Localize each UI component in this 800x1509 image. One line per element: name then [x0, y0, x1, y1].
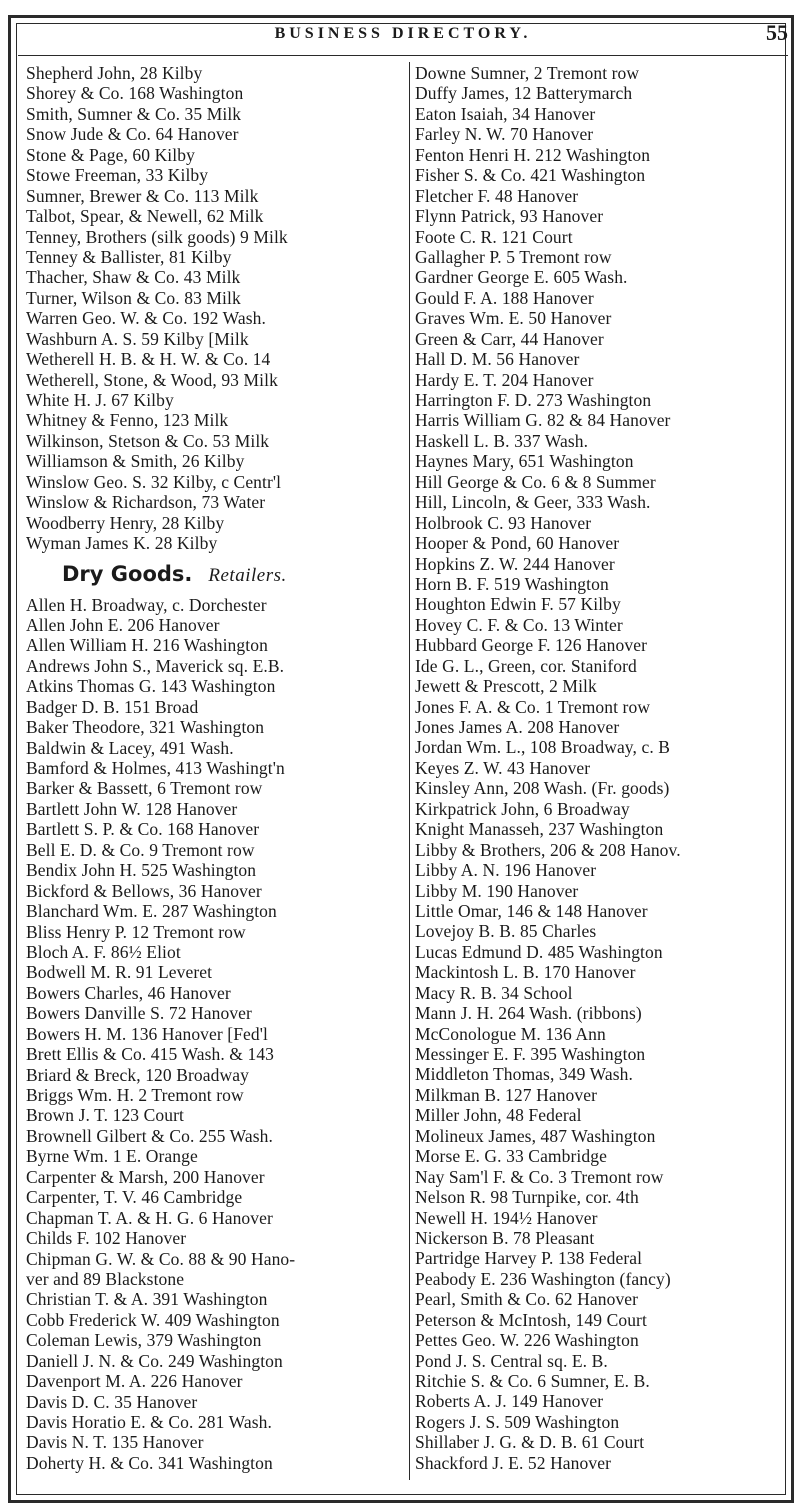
directory-entry: Flynn Patrick, 93 Hanover	[415, 206, 604, 227]
left-entries-top	[26, 63, 406, 554]
directory-entry: Newell H. 194½ Hanover	[415, 1207, 598, 1228]
directory-entry: Briard & Breck, 120 Broadway	[26, 1064, 249, 1085]
directory-entry: Jewett & Prescott, 2 Milk	[415, 676, 597, 697]
directory-entry: Kirkpatrick John, 6 Broadway	[415, 798, 630, 819]
directory-entry: Jones F. A. & Co. 1 Tremont row	[415, 696, 651, 717]
directory-entry: Bartlett S. P. & Co. 168 Hanover	[26, 819, 260, 840]
directory-entry: Peterson & McIntosh, 149 Court	[415, 1309, 647, 1330]
directory-entry: Bell E. D. & Co. 9 Tremont row	[26, 839, 255, 860]
directory-entry: Baldwin & Lacey, 491 Wash.	[26, 737, 234, 758]
directory-entry: Kinsley Ann, 208 Wash. (Fr. goods)	[415, 778, 670, 799]
directory-entry: Stowe Freeman, 33 Kilby	[26, 165, 209, 186]
directory-entry: Fletcher F. 48 Hanover	[415, 185, 579, 206]
directory-entry: Shepherd John, 28 Kilby	[26, 63, 203, 83]
section-heading	[26, 554, 406, 595]
directory-entry: Davis Horatio E. & Co. 281 Wash.	[26, 1412, 272, 1432]
directory-entry: Chapman T. A. & H. G. 6 Hanover	[26, 1207, 273, 1228]
directory-entry: Talbot, Spear, & Newell, 62 Milk	[26, 206, 264, 227]
directory-entry: Hooper & Pond, 60 Hanover	[415, 533, 620, 554]
directory-entry: Duffy James, 12 Batterymarch	[415, 83, 633, 104]
directory-entry: Coleman Lewis, 379 Washington	[26, 1330, 262, 1351]
directory-entry: Byrne Wm. 1 E. Orange	[26, 1146, 198, 1167]
directory-entry: Bendix John H. 525 Washington	[26, 860, 257, 881]
directory-entry: Gallagher P. 5 Tremont row	[415, 246, 612, 267]
directory-entry: Roberts A. J. 149 Hanover	[415, 1391, 604, 1412]
directory-entry: Hovey C. F. & Co. 13 Winter	[415, 614, 623, 635]
section-heading-sub: Retailers.	[208, 564, 287, 586]
directory-entry: Haskell L. B. 337 Wash.	[415, 430, 589, 451]
directory-entry: Wetherell H. B. & H. W. & Co. 14	[26, 349, 271, 370]
directory-entry: Pond J. S. Central sq. E. B.	[415, 1350, 608, 1371]
directory-entry: Turner, Wilson & Co. 83 Milk	[26, 287, 241, 308]
directory-entry: Libby & Brothers, 206 & 208 Hanov.	[415, 839, 681, 860]
directory-entry: Nickerson B. 78 Pleasant	[415, 1227, 595, 1248]
directory-entry: Atkins Thomas G. 143 Washington	[26, 676, 276, 697]
section-heading-main: Dry Goods.	[62, 561, 193, 586]
directory-entry: Jones James A. 208 Hanover	[415, 717, 620, 737]
directory-entry: Briggs Wm. H. 2 Tremont row	[26, 1085, 244, 1105]
column-divider	[409, 62, 410, 1480]
directory-entry: Warren Geo. W. & Co. 192 Wash.	[26, 308, 266, 329]
directory-entry: Allen William H. 216 Washington	[26, 635, 268, 656]
right-entries	[415, 63, 792, 1473]
directory-entry: Messinger E. F. 395 Washington	[415, 1044, 646, 1064]
directory-entry: Hardy E. T. 204 Hanover	[415, 369, 594, 390]
directory-entry: Gould F. A. 188 Hanover	[415, 287, 594, 308]
directory-entry: Hubbard George F. 126 Hanover	[415, 635, 648, 656]
directory-entry: Tenney & Ballister, 81 Kilby	[26, 246, 232, 267]
directory-entry: Christian T. & A. 391 Washington	[26, 1289, 268, 1310]
directory-entry: Green & Carr, 44 Hanover	[415, 328, 604, 349]
directory-entry: Winslow Geo. S. 32 Kilby, c Centr'l	[26, 471, 282, 492]
directory-entry: Bowers H. M. 136 Hanover [Fed'l	[26, 1023, 268, 1044]
directory-entry: Doherty H. & Co. 341 Washington	[26, 1452, 273, 1473]
directory-entry: Washburn A. S. 59 Kilby [Milk	[26, 328, 249, 349]
directory-entry: Childs F. 102 Hanover	[26, 1228, 187, 1249]
directory-entry: Pearl, Smith & Co. 62 Hanover	[415, 1289, 639, 1310]
directory-entry: Williamson & Smith, 26 Kilby	[26, 451, 245, 472]
directory-entry: Mackintosh L. B. 170 Hanover	[415, 962, 636, 983]
directory-entry: Barker & Bassett, 6 Tremont row	[26, 778, 263, 799]
directory-entry: Tenney, Brothers (silk goods) 9 Milk	[26, 226, 288, 247]
directory-entry: Brownell Gilbert & Co. 255 Wash.	[26, 1125, 273, 1146]
directory-entry: Horn B. F. 519 Washington	[415, 573, 609, 594]
directory-entry: Bliss Henry P. 12 Tremont row	[26, 921, 246, 942]
directory-entry: Bodwell M. R. 91 Leveret	[26, 962, 213, 983]
directory-entry: Milkman B. 127 Hanover	[415, 1084, 598, 1105]
directory-entry: Bickford & Bellows, 36 Hanover	[26, 880, 262, 901]
directory-entry: McConologue M. 136 Ann	[415, 1023, 606, 1044]
directory-entry: Rogers J. S. 509 Washington	[415, 1411, 620, 1432]
directory-entry: Keyes Z. W. 43 Hanover	[415, 757, 591, 778]
page-header	[18, 18, 788, 48]
left-column	[26, 63, 406, 1473]
directory-entry: Harris William G. 82 & 84 Hanover	[415, 410, 671, 431]
directory-entry: Libby M. 190 Hanover	[415, 880, 579, 901]
directory-entry: Little Omar, 146 & 148 Hanover	[415, 900, 648, 921]
directory-entry: Knight Manasseh, 237 Washington	[415, 819, 664, 840]
directory-entry: Nay Sam'l F. & Co. 3 Tremont row	[415, 1166, 664, 1187]
directory-entry: Bowers Charles, 46 Hanover	[26, 982, 231, 1003]
directory-entry: Bloch A. F. 86½ Eliot	[26, 941, 181, 962]
directory-entry: Houghton Edwin F. 57 Kilby	[415, 594, 621, 615]
running-title: BUSINESS DIRECTORY.	[274, 25, 532, 42]
directory-entry: Nelson R. 98 Turnpike, cor. 4th	[415, 1187, 639, 1208]
directory-entry: Wetherell, Stone, & Wood, 93 Milk	[26, 369, 278, 390]
directory-entry: Brown J. T. 123 Court	[26, 1105, 184, 1126]
directory-entry: Hill George & Co. 6 & 8 Summer	[415, 471, 656, 492]
directory-entry: Pettes Geo. W. 226 Washington	[415, 1330, 639, 1351]
directory-entry: Molineux James, 487 Washington	[415, 1125, 656, 1146]
directory-entry: Farley N. W. 70 Hanover	[415, 124, 594, 145]
directory-entry: Baker Theodore, 321 Washington	[26, 717, 265, 738]
directory-entry: Partridge Harvey P. 138 Federal	[415, 1248, 643, 1269]
directory-entry: Ide G. L., Green, cor. Staniford	[415, 655, 637, 676]
directory-entry: Carpenter, T. V. 46 Cambridge	[26, 1187, 243, 1208]
directory-entry: Graves Wm. E. 50 Hanover	[415, 308, 612, 329]
directory-entry: Chipman G. W. & Co. 88 & 90 Hano-	[26, 1248, 296, 1269]
directory-entry: Shorey & Co. 168 Washington	[26, 83, 244, 104]
directory-entry: Smith, Sumner & Co. 35 Milk	[26, 103, 242, 124]
directory-entry: Davis N. T. 135 Hanover	[26, 1432, 204, 1453]
directory-entry: Blanchard Wm. E. 287 Washington	[26, 901, 277, 922]
directory-entry: Eaton Isaiah, 34 Hanover	[415, 103, 596, 124]
directory-entry: Lucas Edmund D. 485 Washington	[415, 941, 663, 962]
directory-entry: Brett Ellis & Co. 415 Wash. & 143	[26, 1044, 275, 1065]
directory-entry: Badger D. B. 151 Broad	[26, 696, 199, 717]
directory-entry: ver and 89 Blackstone	[26, 1268, 185, 1289]
directory-entry: Thacher, Shaw & Co. 43 Milk	[26, 267, 241, 288]
directory-entry: Gardner George E. 605 Wash.	[415, 267, 628, 288]
left-entries-bottom	[26, 595, 406, 1474]
directory-entry: Harrington F. D. 273 Washington	[415, 390, 652, 410]
directory-entry: Allen H. Broadway, c. Dorchester	[26, 594, 267, 615]
directory-entry: Carpenter & Marsh, 200 Hanover	[26, 1166, 265, 1187]
right-column	[415, 63, 792, 1473]
directory-entry: Fenton Henri H. 212 Washington	[415, 144, 651, 165]
directory-entry: Morse E. G. 33 Cambridge	[415, 1146, 607, 1167]
directory-entry: Middleton Thomas, 349 Wash.	[415, 1064, 633, 1085]
directory-entry: Davenport M. A. 226 Hanover	[26, 1371, 243, 1392]
directory-entry: Hill, Lincoln, & Geer, 333 Wash.	[415, 492, 651, 513]
directory-entry: Andrews John S., Maverick sq. E.B.	[26, 655, 285, 676]
directory-entry: Foote C. R. 121 Court	[415, 226, 573, 247]
directory-entry: Jordan Wm. L., 108 Broadway, c. B	[415, 737, 671, 758]
directory-entry: Libby A. N. 196 Hanover	[415, 860, 597, 881]
page-number: 55	[766, 20, 788, 45]
directory-entry: Bowers Danville S. 72 Hanover	[26, 1003, 252, 1024]
directory-entry: Allen John E. 206 Hanover	[26, 614, 220, 635]
directory-entry: Hall D. M. 56 Hanover	[415, 349, 580, 370]
directory-entry: Shillaber J. G. & D. B. 61 Court	[415, 1432, 645, 1453]
directory-entry: Daniell J. N. & Co. 249 Washington	[26, 1350, 283, 1371]
directory-entry: White H. J. 67 Kilby	[26, 390, 174, 410]
directory-entry: Bartlett John W. 128 Hanover	[26, 798, 238, 819]
directory-entry: Whitney & Fenno, 123 Milk	[26, 410, 229, 431]
directory-entry: Peabody E. 236 Washington (fancy)	[415, 1268, 671, 1289]
directory-entry: Wilkinson, Stetson & Co. 53 Milk	[26, 430, 270, 451]
directory-entry: Holbrook C. 93 Hanover	[415, 512, 592, 533]
directory-entry: Miller John, 48 Federal	[415, 1105, 582, 1126]
header-rule	[18, 55, 788, 56]
directory-entry: Cobb Frederick W. 409 Washington	[26, 1309, 280, 1330]
directory-entry: Winslow & Richardson, 73 Water	[26, 492, 266, 513]
directory-entry: Lovejoy B. B. 85 Charles	[415, 921, 597, 942]
directory-entry: Wyman James K. 28 Kilby	[26, 533, 218, 554]
directory-entry: Macy R. B. 34 School	[415, 982, 573, 1003]
directory-entry: Stone & Page, 60 Kilby	[26, 144, 195, 165]
directory-entry: Woodberry Henry, 28 Kilby	[26, 512, 225, 533]
directory-entry: Haynes Mary, 651 Washington	[415, 451, 634, 472]
directory-entry: Snow Jude & Co. 64 Hanover	[26, 124, 239, 145]
directory-entry: Shackford J. E. 52 Hanover	[415, 1452, 612, 1473]
directory-entry: Bamford & Holmes, 413 Washingt'n	[26, 758, 285, 778]
directory-entry: Davis D. C. 35 Hanover	[26, 1391, 198, 1412]
directory-entry: Hopkins Z. W. 244 Hanover	[415, 553, 615, 574]
directory-entry: Downe Sumner, 2 Tremont row	[415, 63, 640, 83]
directory-entry: Sumner, Brewer & Co. 113 Milk	[26, 185, 259, 206]
directory-entry: Fisher S. & Co. 421 Washington	[415, 165, 646, 186]
directory-entry: Ritchie S. & Co. 6 Sumner, E. B.	[415, 1371, 650, 1391]
directory-entry: Mann J. H. 264 Wash. (ribbons)	[415, 1003, 642, 1024]
